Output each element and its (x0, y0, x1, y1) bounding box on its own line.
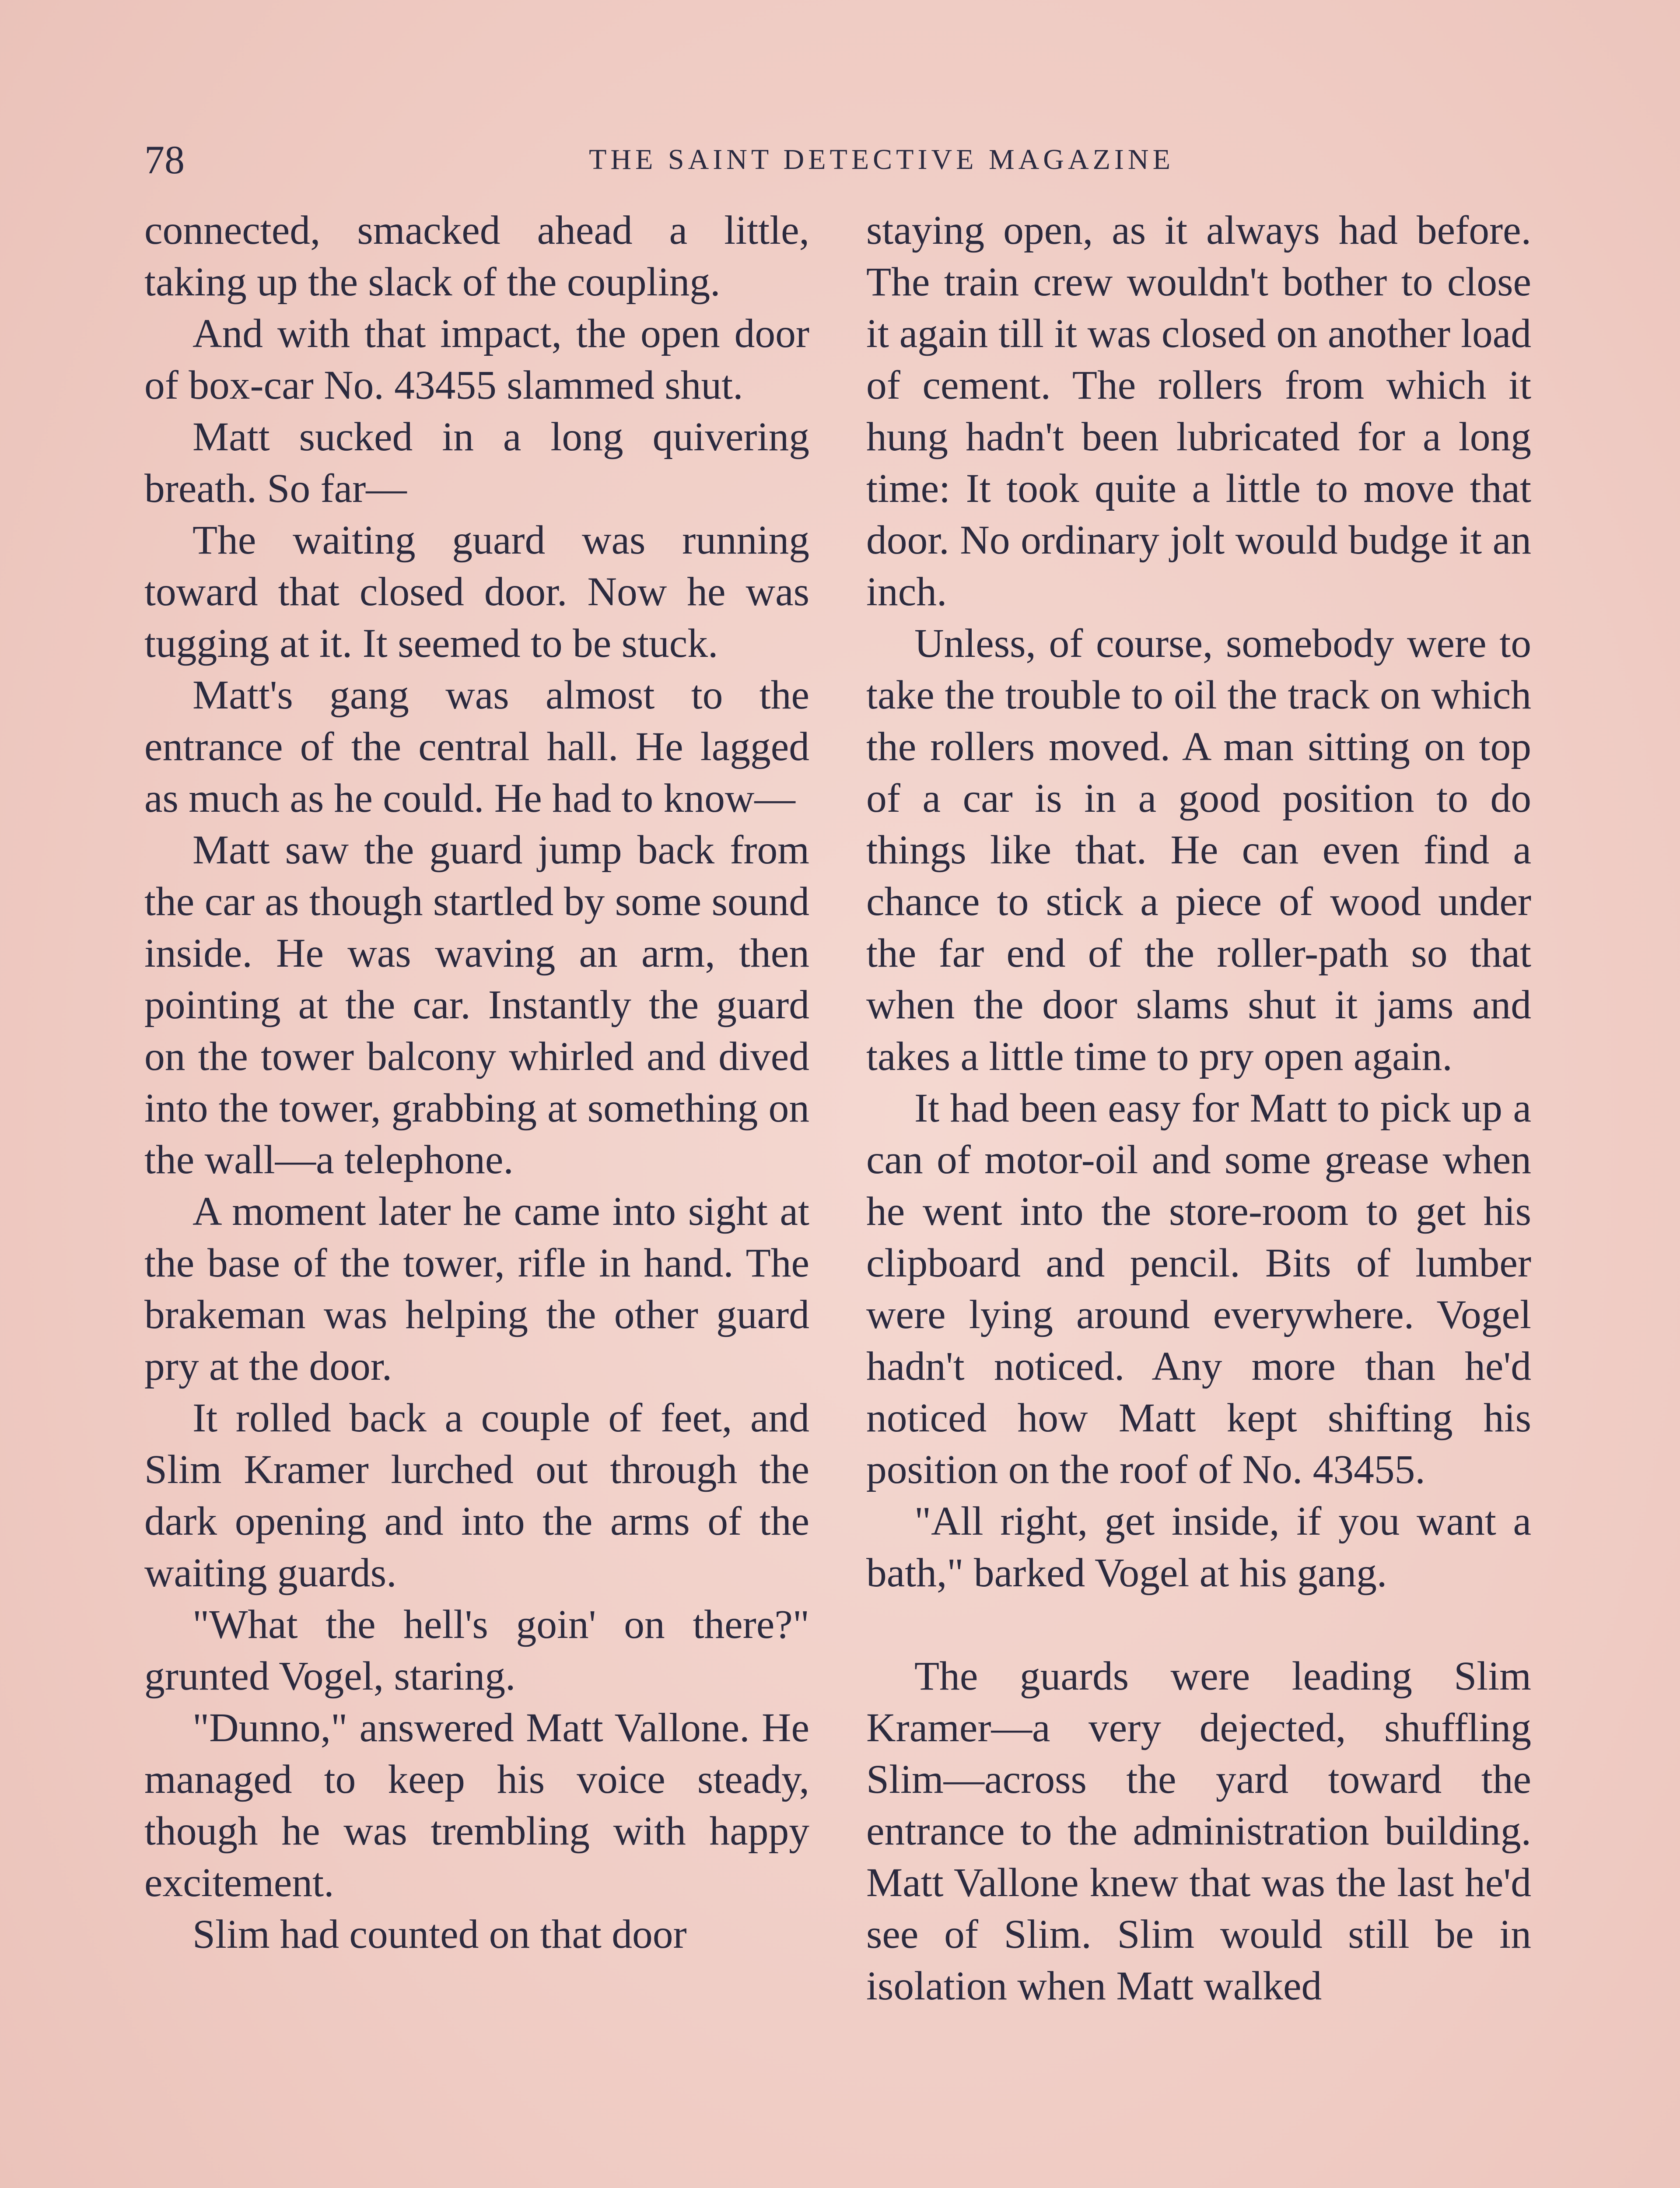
paragraph: connected, smacked ahead a little, taking up the slack of the coupling. (144, 208, 809, 305)
paragraph: "Dunno," answered Matt Vallone. He managed to keep his voice steady, though he was trembling with happy excitement. (144, 1705, 809, 1905)
paragraph: Unless, of course, somebody were to take the trouble to oil the track on which the rollers moved. A man sitting on top of a car is in a good position to do things like that. He can even find a chance to stick a piece of wood under the far end of the roller-path so that when the door slams shut it jams and takes a little time to pry open again. (866, 621, 1531, 1079)
paragraph: staying open, as it always had before. The train crew wouldn't bother to close it again till it was closed on another load of cement. The rollers from which it hung hadn't been lubricated for a long time: It took quite a little to move that door. No ordinary jolt would budge it an inch. (866, 208, 1531, 614)
right-column (866, 205, 1531, 2012)
paragraph: And with that impact, the open door of box-car No. 43455 slammed shut. (144, 311, 809, 408)
paragraph: Matt saw the guard jump back from the car as though startled by some sound inside. He was waving an arm, then pointing at the car. Instantly the guard on the tower balcony whirled and dived into the tower, grabbing at something on the wall—a telephone. (144, 828, 809, 1182)
paragraph: Slim had counted on that door (192, 1912, 687, 1957)
paragraph: "What the hell's goin' on there?" grunted Vogel, staring. (144, 1602, 809, 1699)
paragraph: "All right, get inside, if you want a bath," barked Vogel at his gang. (866, 1499, 1531, 1595)
page-number: 78 (144, 137, 185, 182)
paragraph: A moment later he came into sight at the base of the tower, rifle in hand. The brakeman was helping the other guard pry at the door. (144, 1189, 809, 1389)
page-header (144, 131, 1544, 188)
paragraph: Matt sucked in a long quivering breath. So far— (144, 414, 809, 511)
paragraph: It had been easy for Matt to pick up a can of motor-oil and some grease when he went into the store-room to get his clipboard and pencil. Bits of lumber were lying around everywhere. Vogel hadn't noticed. Any more than he'd noticed how Matt kept shifting his position on the roof of No. 43455. (866, 1086, 1531, 1492)
paragraph: It rolled back a couple of feet, and Slim Kramer lurched out through the dark opening and into the arms of the waiting guards. (144, 1396, 809, 1595)
left-column (144, 205, 809, 1960)
paragraph: The guards were leading Slim Kramer—a very dejected, shuffling Slim—across the yard toward the entrance to the administration building. Matt Vallone knew that was the last he'd see of Slim. Slim would still be in isolation when Matt walked (866, 1654, 1531, 2009)
running-head: THE SAINT DETECTIVE MAGAZINE (589, 144, 1174, 175)
paragraph: The waiting guard was running toward that closed door. Now he was tugging at it. It seemed to be stuck. (144, 518, 809, 666)
paragraph: Matt's gang was almost to the entrance of the central hall. He lagged as much as he could. He had to know— (144, 673, 809, 821)
